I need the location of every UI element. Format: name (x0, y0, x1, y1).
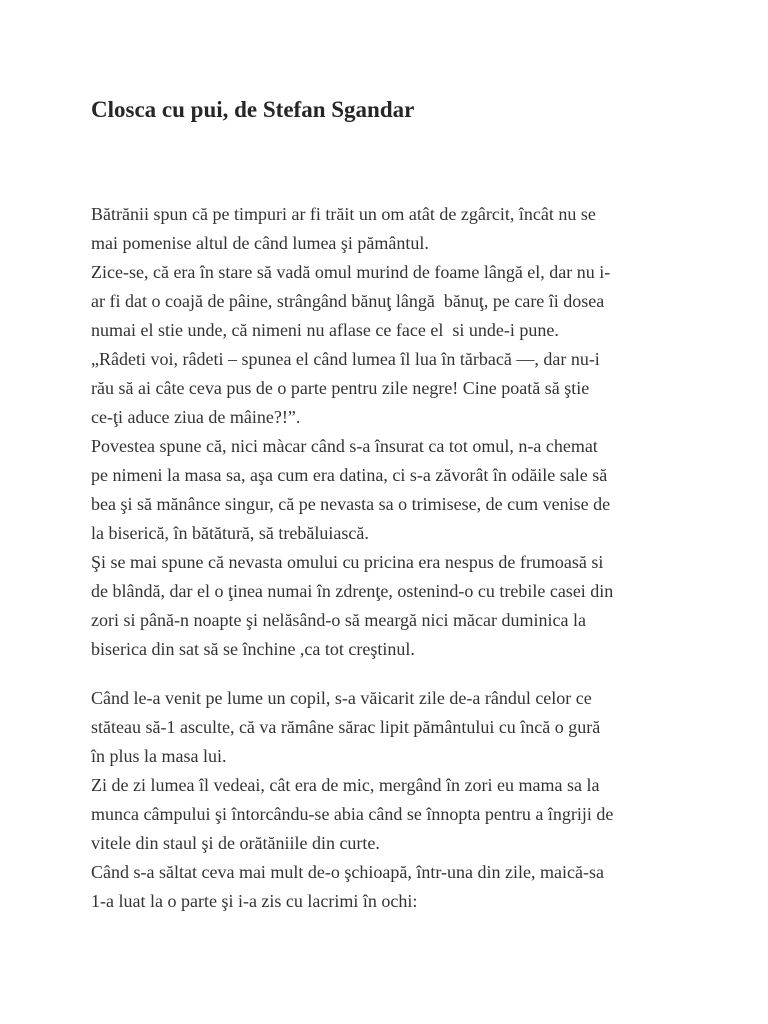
text-line: ar fi dat o coajă de pâine, strângând bănuţ lângă bănuţ, pe care îi dosea (91, 291, 605, 311)
text-line: la biserică, în bătătură, să trebăluiască. (91, 523, 369, 543)
text-line: ce-ţi aduce ziua de mâine?!”. (91, 407, 301, 427)
text-line: în plus la masa lui. (91, 746, 227, 766)
text-line: zori si până-n noapte şi nelăsând-o să meargă nici măcar duminica la (91, 610, 586, 630)
text-line: „Râdeti voi, râdeti – spunea el când lumea îl lua în tărbacă —, dar nu-i (91, 349, 600, 369)
text-line: stăteau să-1 asculte, că va rămâne sărac lipit pământului cu încă o gură (91, 717, 601, 737)
text-line: Şi se mai spune că nevasta omului cu pricina era nespus de frumoasă si (91, 552, 604, 572)
text-line: pe nimeni la masa sa, aşa cum era datina, ci s-a zăvorât în odăile sale să (91, 465, 608, 485)
text-line: Zi de zi lumea îl vedeai, cât era de mic, mergând în zori eu mama sa la (91, 775, 600, 795)
document-title: Closca cu pui, de Stefan Sgandar (91, 97, 415, 122)
text-line: Zice-se, că era în stare să vadă omul murind de foame lângă el, dar nu i- (91, 262, 611, 282)
text-line: Când le-a venit pe lume un copil, s-a văicarit zile de-a rândul celor ce (91, 688, 592, 708)
paragraph-block-2 (91, 684, 613, 916)
text-line: vitele din staul şi de orătăniile din curte. (91, 833, 380, 853)
text-line: rău să ai câte ceva pus de o parte pentru zile negre! Cine poată să ştie (91, 378, 590, 398)
text-line: bea şi să mănânce singur, că pe nevasta sa o trimisese, de cum venise de (91, 494, 611, 514)
text-line: munca câmpului şi întorcându-se abia când se înnopta pentru a îngriji de (91, 804, 614, 824)
text-line: mai pomenise altul de când lumea şi pământul. (91, 233, 429, 253)
text-line: Bătrănii spun că pe timpuri ar fi trăit un om atât de zgârcit, încât nu se (91, 204, 596, 224)
text-line: Povestea spune că, nici màcar când s-a însurat ca tot omul, n-a chemat (91, 436, 598, 456)
paragraph-block-1 (91, 200, 613, 664)
text-line: biserica din sat să se închine ,ca tot creştinul. (91, 639, 415, 659)
text-line: Când s-a săltat ceva mai mult de-o şchioapă, într-una din zile, maică-sa (91, 862, 604, 882)
text-line: 1-a luat la o parte şi i-a zis cu lacrimi în ochi: (91, 891, 418, 911)
text-line: de blândă, dar el o ţinea numai în zdrenţe, ostenind-o cu trebile casei din (91, 581, 614, 601)
text-line: numai el stie unde, că nimeni nu aflase ce face el si unde-i pune. (91, 320, 559, 340)
